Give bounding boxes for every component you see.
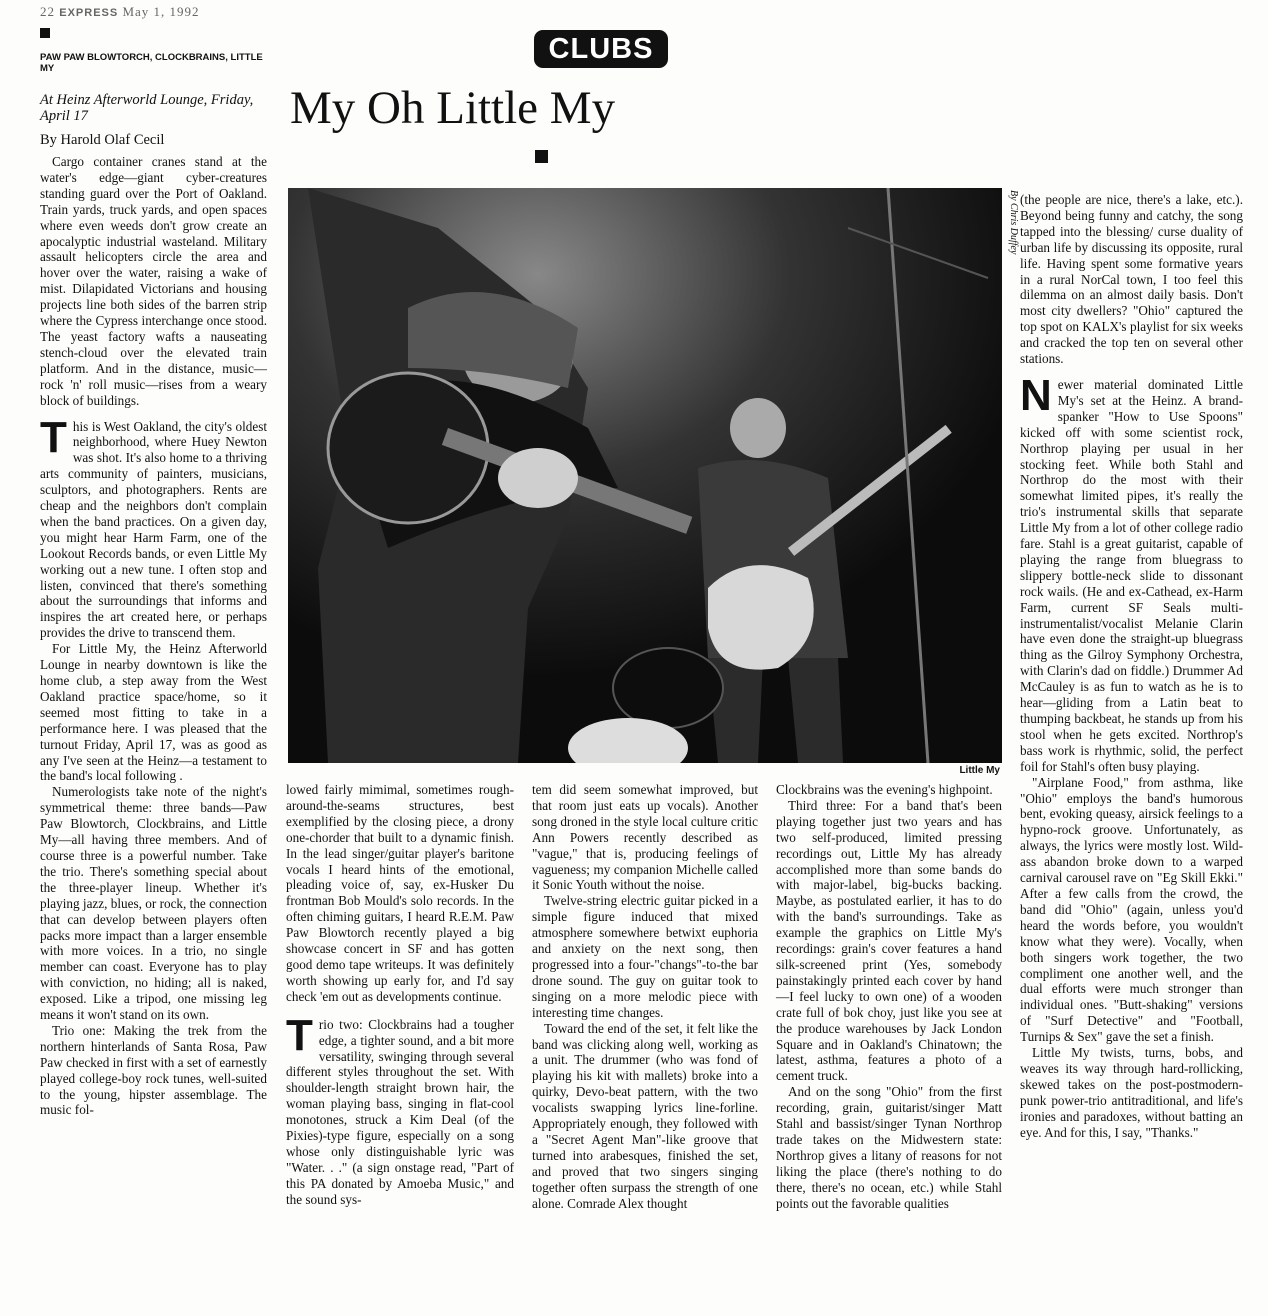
paragraph: Little My twists, turns, bobs, and weaves its way through hard-rollicking, skewed takes on the post-postmodern-punk power-trio antitraditional, and life's ironies and paradoxes, without batting an eye. And for this, I say, "Thanks." bbox=[1020, 1045, 1243, 1140]
section-bullet bbox=[40, 28, 50, 38]
paragraph: Twelve-string electric guitar picked in a simple figure induced that mixed atmosphere somewhere betwixt euphoria and anxiety on the next song, then progressed into a four-"changs"-to-the bar drone sound. The guy on guitar took to singing on a more melodic piece with interesting time changes. bbox=[532, 893, 758, 1020]
paragraph: tem did seem somewhat improved, but that room just eats up vocals). Another song droned in the style local culture critic Ann Powers recently described as "vague," that is, producing feelings of vagueness; my companion Michelle called it Sonic Youth without the noise. bbox=[532, 782, 758, 893]
paragraph: Toward the end of the set, it felt like the band was clicking along well, working as a unit. The drummer (who was fond of playing his kit with mallets) broke into a quirky, Devo-beat pattern, with the two vocalists swapping lyrics line-forline. Appropriately enough, they followed with a "Secret Agent Man"-like groove that turned into arabesques, finished the set, and proved that two singers singing together often surpass the strength of one alone. Comrade Alex thought bbox=[532, 1020, 758, 1211]
article-column-2 bbox=[286, 782, 514, 1208]
issue-date: May 1, 1992 bbox=[122, 4, 200, 19]
venue-date: At Heinz Afterworld Lounge, Friday, April 17 bbox=[40, 92, 254, 124]
paragraph: Trio one: Making the trek from the northern hinterlands of Santa Rosa, Paw Paw checked in first with a set of earnestly played college-boy rock tunes, well-suited to the young, hipster assemblage. The music fol- bbox=[40, 1022, 267, 1118]
paragraph: Cargo container cranes stand at the water's edge—giant cyber-creatures standing guard over the Port of Oakland. Train yards, truck yards, and open spaces where even weeds don't grow create an apocalyptic industrial wasteland. Military assault helicopters circle the area and hover over the water, raising a wake of mist. Dilapidated Victorians and housing projects line both sides of the barren strip where the Cypress interchange once stood. The yeast factory wafts a nauseating stench-cloud over the elevated train platform. And in the distance, music—rock 'n' roll music—rises from a weary block of buildings. bbox=[40, 154, 267, 408]
paragraph: lowed fairly mimimal, sometimes rough-around-the-seams structures, best exemplified by the closing piece, a drony one-chorder that built to a dynamic finish. In the lead singer/guitar player's baritone vocals I heard hints of the emotional, pleading voice of, say, ex-Husker Du frontman Bob Mould's solo records. In the often chiming guitars, I heard R.E.M. Paw Paw Blowtorch recently played a big showcase concert in SF and has gotten good demo tape writeups. It was definitely worth showing up early for, and I'd say check 'em out as developments continue. bbox=[286, 782, 514, 1004]
article-column-3 bbox=[532, 782, 758, 1211]
paragraph: For Little My, the Heinz Afterworld Lounge in nearby downtown is like the home club, a step away from the West Oakland practice space/home, so it seemed most fitting to take in a performance here. I was pleased that the turnout Friday, April 17, was as good as any I've seen at the Heinz—a testament to the band's local following . bbox=[40, 641, 267, 784]
paragraph-text: rio two: Clockbrains had a tougher edge, a tighter sound, and a bit more versatility, swinging through several different styles throughout the set. With shoulder-length straight brown hair, the woman playing bass, singing in flat-cool monotones, struck a Kim Deal (of the Pixies)-type figure, especially on a song whose only distinguishable lyric was "Water. . ." (a sign onstage read, "Part of this PA donated by Amoeba Music," and the sound sys- bbox=[286, 1016, 514, 1207]
paragraph bbox=[286, 1010, 514, 1208]
paragraph: (the people are nice, there's a lake, etc.). Beyond being funny and catchy, the song tapped into the blessing/ curse duality of urban life by discussing its opposite, rural life. Having spent some formative years in a rural NorCal town, I too feel this dilemma on an almost daily basis. Don't most city dwellers? "Ohio" captured the top spot on KALX's playlist for six weeks and cracked the top ten on several other stations. bbox=[1020, 192, 1243, 367]
band-photo-image bbox=[288, 188, 1002, 763]
paragraph bbox=[1020, 370, 1243, 775]
publication-name: EXPRESS bbox=[59, 7, 119, 19]
page-number: 22 bbox=[40, 4, 55, 19]
paragraph-text: his is West Oakland, the city's oldest neighborhood, where Huey Newton was shot. It's also home to a thriving arts community of painters, musicians, sculptors, and photographers. Rents are cheap and the neighbors don't complain when the band practices. On a given day, you might hear Harm Farm, one of the Lookout Records bands, or even Little My working out a new tune. I often stop and listen, convinced that there's something about the surroundings that informs and inspires the art created here, or perhaps provides the drive to transcend them. bbox=[40, 418, 267, 641]
headline-bullet bbox=[535, 150, 548, 163]
page-folio bbox=[40, 4, 200, 20]
band-lineup: PAW PAW BLOWTORCH, CLOCKBRAINS, LITTLE MY bbox=[40, 52, 263, 74]
byline: By Harold Olaf Cecil bbox=[40, 132, 165, 148]
article-column-4 bbox=[776, 782, 1002, 1211]
headline: My Oh Little My bbox=[290, 82, 616, 134]
paragraph-text: ewer material dominated Little My's set at the Heinz. A brand-spanker "How to Use Spoons" kicked off with some scientist rock, Northrop playing per usual in her stocking feet. While both Stahl and Northrop do the most with their somewhat limited pipes, it's really the trio's instrumental skills that separate Little My from a lot of other college radio fare. Stahl is a great guitarist, capable of playing the range from bluegrass to slippery bottle-neck slide to dissonant rock wails. (He and ex-Cathead, ex-Harm Farm, current SF Seals multi-instrumentalist/vocalist Melanie Clarin have even done the straight-up bluegrass thing as the Gilroy Symphony Orchestra, with Clarin's dad on fiddle.) Drummer Ad McCauley is as fun to watch as he is to hear—gliding from a Latin beat to thumping backbeat, he stands up from his stool when he gets excited. Northrop's bass work is rhythmic, solid, the perfect foil for Stahl's often busy playing. bbox=[1020, 376, 1243, 774]
paragraph bbox=[40, 412, 267, 642]
photo-caption: Little My bbox=[959, 765, 1000, 776]
paragraph: Clockbrains was the evening's highpoint. bbox=[776, 782, 993, 797]
paragraph: Numerologists take note of the night's symmetrical theme: three bands—Paw Paw Blowtorch, Clockbrains, and Little My—all having three members. And of course three is a powerful number. Take the trio. There's something special about the three-player lineup. Whether it's playing jazz, blues, or rock, the connection that can develop between players often packs more impact than a larger ensemble with more voices. In a trio, no single member can coast. Everyone has to play with conviction, no hiding; all is naked, exposed. Like a tripod, one missing leg means it won't stand on its own. bbox=[40, 784, 267, 1023]
band-photo bbox=[288, 188, 1002, 763]
article-column-1 bbox=[40, 154, 267, 1118]
paragraph: Third three: For a band that's been playing together just two years and has two self-produced, limited pressing recordings out, Little My has already accomplished more than some bands do with major-label, big-bucks backing. Maybe, as postulated earlier, it has to do with the band's surroundings. Take as example the graphics on Little My's recordings: grain's cover features a hand silk-screened print (Yes, somebody painstakingly printed each cover by hand—I feel lucky to own one) of a wooden crate full of bok choy, just like you see at the produce warehouses by Jack London Square and in Oakland's Chinatown; the latest, asthma, features a photo of a cement truck. bbox=[776, 797, 1002, 1084]
paragraph: "Airplane Food," from asthma, like "Ohio" employs the band's humorous bent, evoking queasy, airsick feelings to a hypno-rock groove. Unfortunately, as always, the lyrics were mostly lost. Wild-ass abandon broke down to a warped carnival carousel rave on "Eg Skill Ekki." After a few calls from the crowd, the band did "Ohio" (again, unless you'd heard the words before, you wouldn't know what they were). Vocally, when both singers work together, the two compliment one another well, and the dual efforts were much stronger than individual ones. "Butt-shaking" versions of "Surf Detective" and "Football, Turnips & Sex" gave the set a finish. bbox=[1020, 774, 1243, 1045]
section-kicker: CLUBS bbox=[534, 30, 668, 68]
paragraph: And on the song "Ohio" from the first recording, grain, guitarist/singer Matt Stahl and bassist/singer Tynan Northrop trade takes on the Midwestern state: Northrop gives a litany of reasons for not liking the place (there's nothing to do there, there's no ocean, etc.) while Stahl points out the favorable qualities bbox=[776, 1084, 1002, 1211]
photo-credit: By Chris Duffey bbox=[1008, 190, 1019, 255]
drop-cap: T bbox=[40, 412, 67, 462]
article-column-5 bbox=[1020, 192, 1243, 1140]
drop-cap: T bbox=[286, 1010, 313, 1060]
drop-cap: N bbox=[1020, 370, 1052, 420]
